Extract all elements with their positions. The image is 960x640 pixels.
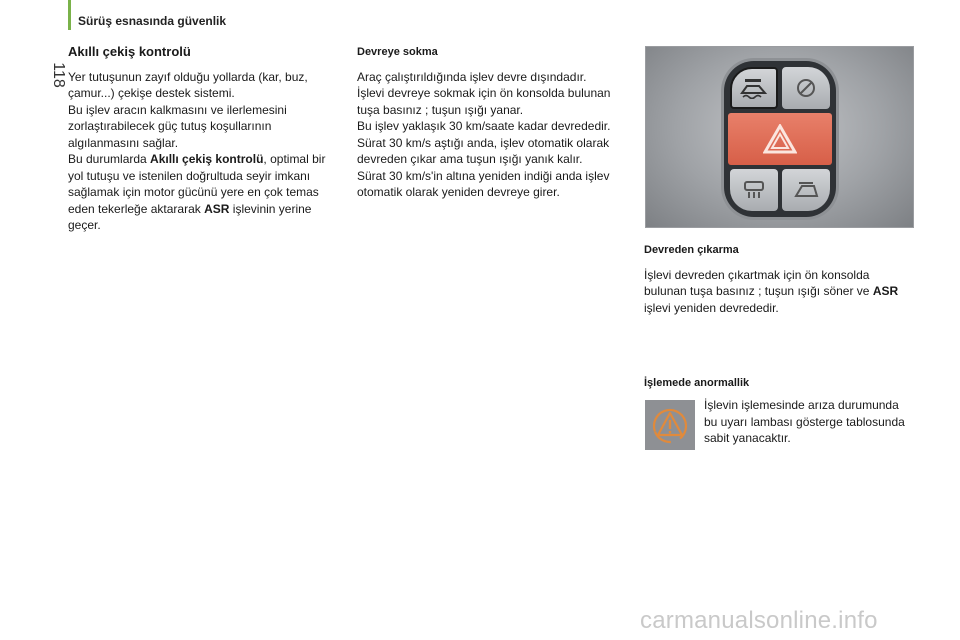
page-number: 118 <box>50 62 67 88</box>
activation-section <box>357 44 625 201</box>
warning-triangle-icon <box>650 405 690 445</box>
switch-panel <box>724 61 836 217</box>
rear-defrost-button <box>730 169 778 211</box>
windscreen-button <box>782 169 830 211</box>
intro-text: , optimal bir yol tutuşu ve istenilen doğrultuda seyir imkanı sağlamak için motor gücünü yere en çok temas eden tekerleğe aktararak <box>68 152 326 216</box>
activation-para-5: Sürat 30 km/s'in altına yeniden indiği anda işlev otomatik olarak yeniden devreye girer. <box>357 168 610 199</box>
windscreen-icon <box>793 180 819 200</box>
intro-para-2: Bu işlev aracın kalkmasını ve ilerlemesini zorlaştırabilecek güç tutuş koşullarının algılanmasını sağlar. <box>68 102 287 150</box>
activation-title: Devreye sokma <box>357 46 438 58</box>
abnormal-text: İşlevin işlemesinde arıza durumunda bu uyarı lambası gösterge tablosunda sabit yanacaktır. <box>704 398 905 445</box>
esp-off-icon <box>794 76 818 100</box>
console-photo <box>645 46 914 228</box>
abnormal-title: İşlemede anormallik <box>644 377 750 389</box>
intro-bold: Akıllı çekiş kontrolü <box>150 152 264 166</box>
deactivation-text: işlevi yeniden devrededir. <box>644 300 779 315</box>
activation-para-2: İşlevi devreye sokmak için ön konsolda bulunan tuşa basınız ; tuşun ışığı yanar. <box>357 86 611 117</box>
esp-off-button <box>782 67 830 109</box>
deactivation-para <box>644 267 914 317</box>
section-title: Sürüş esnasında güvenlik <box>78 14 227 28</box>
intro-title: Akıllı çekiş kontrolü <box>68 44 191 59</box>
watermark: carmanualsonline.info <box>640 607 878 634</box>
traction-control-button <box>730 67 778 109</box>
warning-lamp <box>645 400 695 450</box>
hazard-button <box>728 113 832 165</box>
intro-section <box>68 44 340 234</box>
intro-text: işlevinin yerine geçer. <box>68 201 312 232</box>
intro-text: Bu durumlarda <box>68 152 151 166</box>
deactivation-title: Devreden çıkarma <box>644 244 739 256</box>
deactivation-bold: ASR <box>872 284 899 298</box>
accent-bar <box>68 0 71 30</box>
activation-para-4: Sürat 30 km/s aştığı anda, işlev otomatik olarak devreden çıkar ama tuşun ışığı yanık kalır. <box>357 135 610 166</box>
activation-para-1: Araç çalıştırıldığında işlev devre dışındadır. <box>357 69 587 84</box>
intro-bold: ASR <box>204 201 230 216</box>
activation-para-3: Bu işlev yaklaşık 30 km/saate kadar devrededir. <box>357 119 611 133</box>
intro-para-3 <box>68 151 340 234</box>
deactivation-section <box>644 242 914 316</box>
traction-control-icon <box>739 77 769 99</box>
hazard-triangle-icon <box>763 124 797 154</box>
rear-defrost-icon <box>742 180 766 200</box>
deactivation-text: İşlevi devreden çıkartmak için ön konsolda bulunan tuşa basınız ; tuşun ışığı söner ve <box>644 267 873 298</box>
intro-para-1: Yer tutuşunun zayıf olduğu yollarda (kar, buz, çamur...) çekişe destek sistemi. <box>68 69 308 100</box>
